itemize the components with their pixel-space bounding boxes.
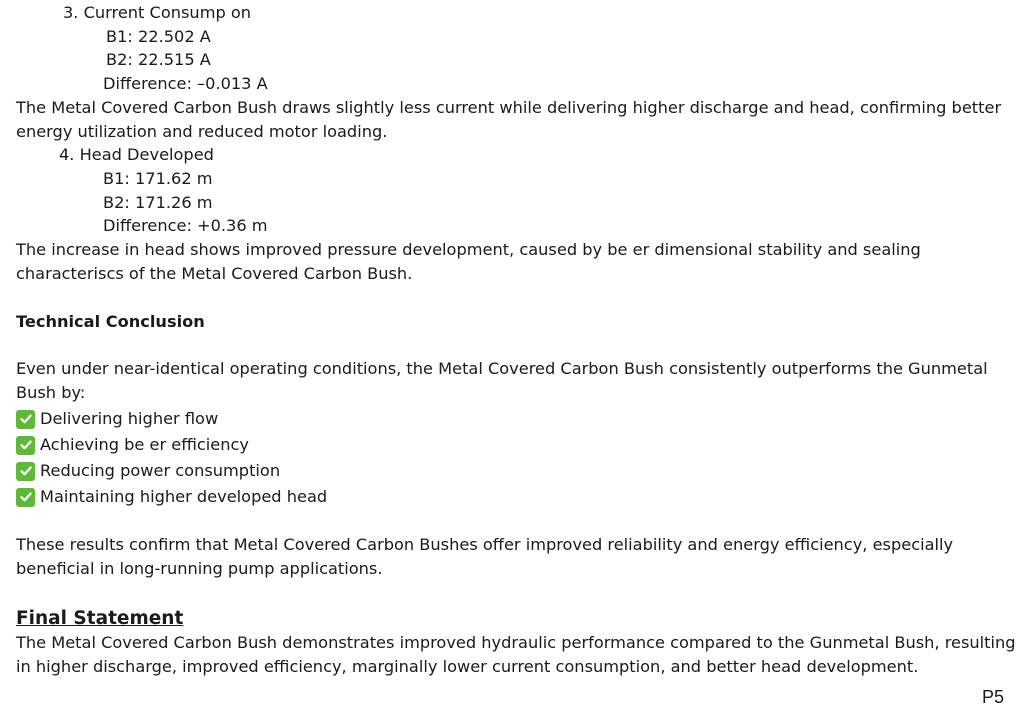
check-mark-icon bbox=[16, 436, 35, 455]
page-number: P5 bbox=[981, 687, 1004, 707]
section-4-b2-value: B2: 171.26 m bbox=[103, 193, 213, 212]
conclusion-list-item bbox=[16, 433, 249, 457]
conclusion-item-text: Reducing power consumption bbox=[40, 461, 281, 481]
technical-conclusion-heading: Technical Conclusion bbox=[16, 312, 205, 331]
section-3-explanation: The Metal Covered Carbon Bush draws slightly less current while delivering higher discharge and head, confirming better energy utilization and reduced motor loading. bbox=[16, 98, 1002, 141]
check-mark-icon bbox=[16, 462, 35, 481]
technical-conclusion-intro: Even under near-identical operating conditions, the Metal Covered Carbon Bush consistently outperforms the Gunmetal Bush by: bbox=[16, 359, 988, 402]
section-4-b1-value: B1: 171.62 m bbox=[103, 169, 213, 188]
section-3-b1-value: B1: 22.502 A bbox=[106, 27, 211, 46]
check-mark-icon bbox=[16, 488, 35, 507]
section-4-difference: Difference: +0.36 m bbox=[103, 216, 268, 235]
conclusion-item-text: Achieving be er efficiency bbox=[40, 435, 250, 455]
section-3-b2-value: B2: 22.515 A bbox=[106, 50, 211, 69]
conclusion-list-item bbox=[16, 459, 280, 483]
conclusion-list-item bbox=[16, 407, 218, 431]
check-mark-icon bbox=[16, 410, 35, 429]
technical-conclusion-summary: These results confirm that Metal Covered Carbon Bushes offer improved reliability and energy efficiency, especially beneficial in long-running pump applications. bbox=[16, 535, 954, 578]
conclusion-list-item bbox=[16, 485, 327, 509]
conclusion-item-text: Maintaining higher developed head bbox=[40, 487, 328, 507]
conclusion-item-text: Delivering higher flow bbox=[40, 409, 219, 429]
section-4-heading: 4. Head Developed bbox=[59, 145, 214, 164]
section-3-heading: 3. Current Consump on bbox=[63, 3, 252, 22]
final-statement-body: The Metal Covered Carbon Bush demonstrates improved hydraulic performance compared to the Gunmetal Bush, resulting in higher discharge, improved efficiency, marginally lower current consumption, and better head development. bbox=[16, 633, 1016, 676]
section-4-explanation: The increase in head shows improved pressure development, caused by be er dimensional stability and sealing characteriscs of the Metal Covered Carbon Bush. bbox=[16, 240, 921, 283]
final-statement-heading: Final Statement bbox=[16, 608, 184, 629]
section-3-difference: Difference: –0.013 A bbox=[103, 74, 268, 93]
